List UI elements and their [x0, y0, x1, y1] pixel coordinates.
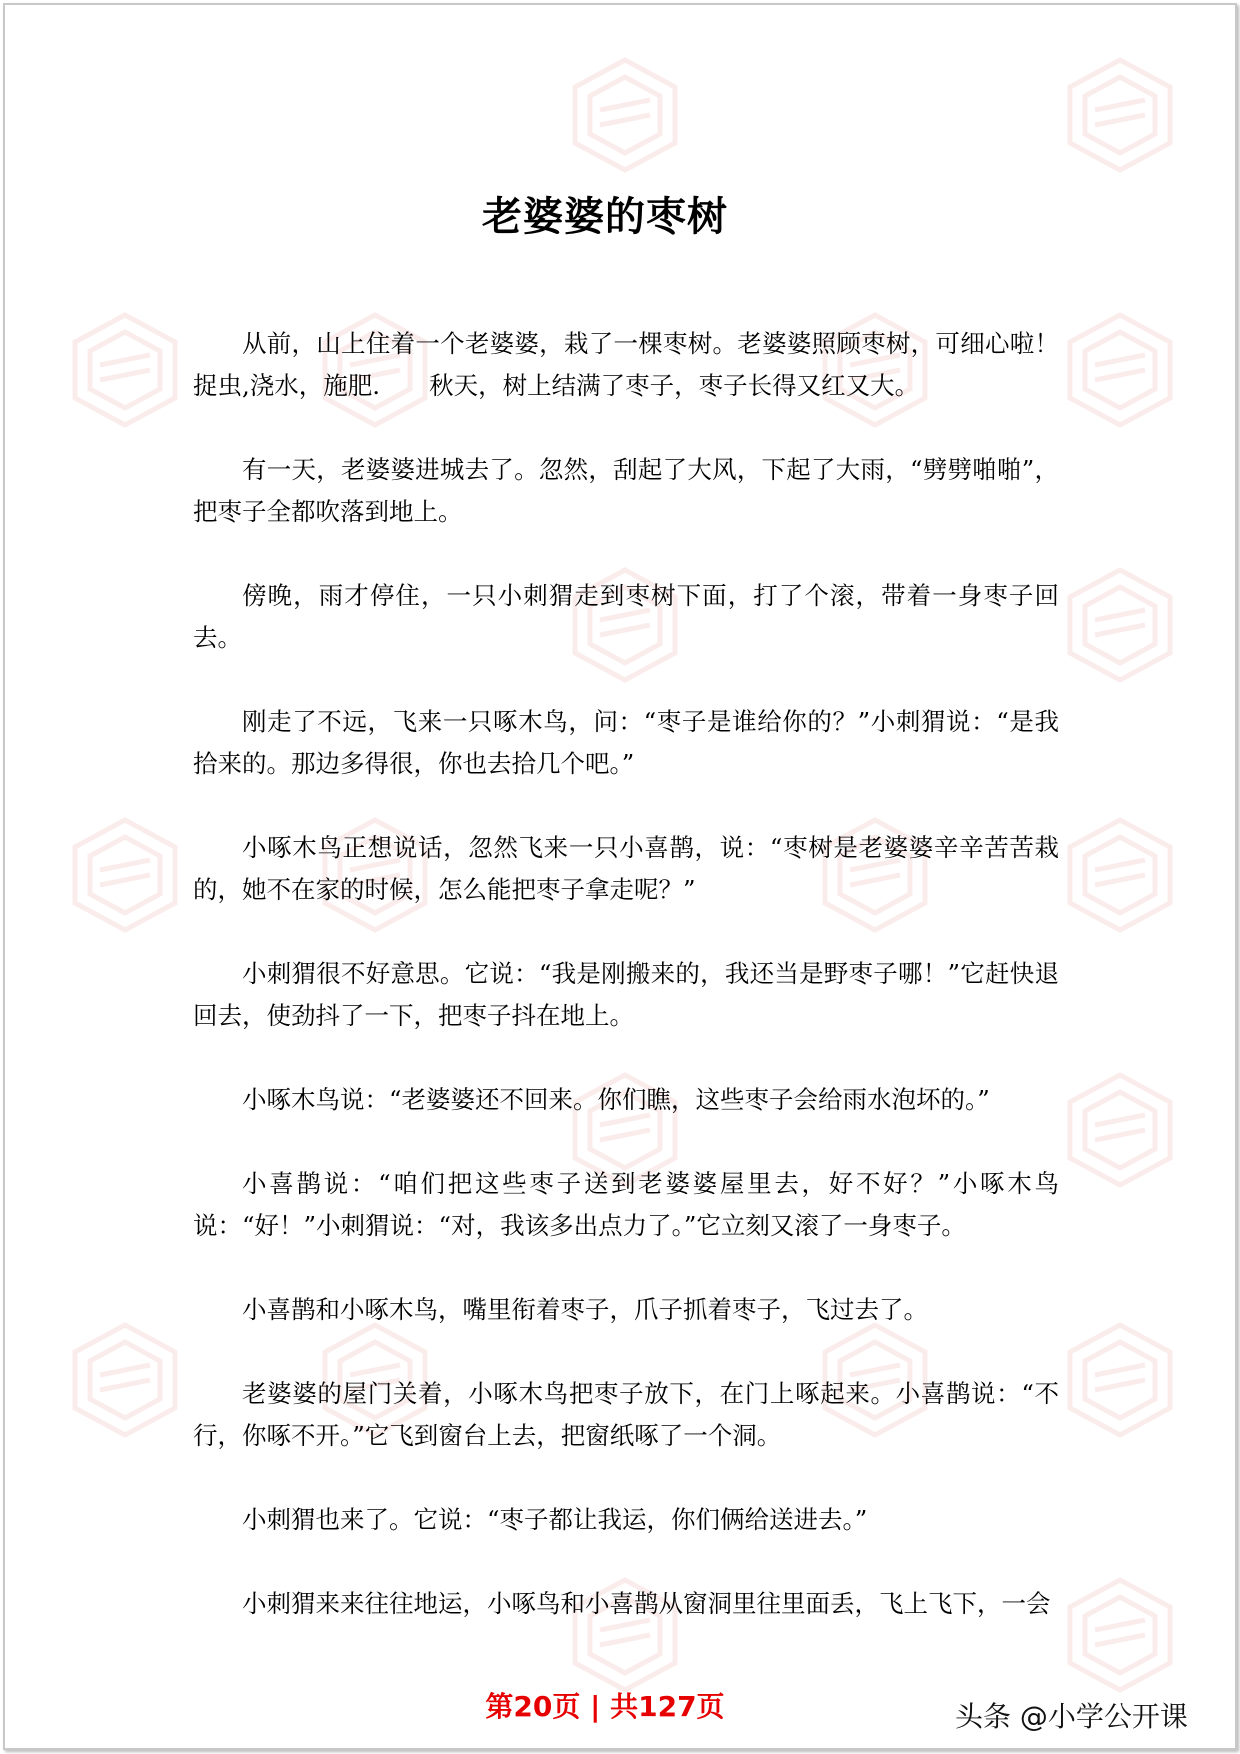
hexagon-watermark-icon — [1065, 565, 1175, 685]
hexagon-watermark-icon — [1065, 815, 1175, 935]
document-page — [3, 3, 1237, 1750]
hexagon-watermark-icon — [1065, 1575, 1175, 1695]
paragraph: 小刺猬来来往往地运，小啄鸟和小喜鹊从窗洞里往里面丢，飞上飞下，一会 — [242, 1589, 1051, 1618]
paragraph: 傍晚，雨才停住，一只小刺猬走到枣树下面，打了个滚，带着一身枣子回去。 — [193, 581, 1059, 652]
brand-watermark: 头条 @小学公开课 — [955, 1700, 1188, 1733]
paragraph: 小喜鹊说：“咱们把这些枣子送到老婆婆屋里去，好不好？”小啄木鸟说：“好！”小刺猬说：“对，我该多出点力了。”它立刻又滚了一身枣子。 — [193, 1169, 1059, 1240]
hexagon-watermark-icon — [1065, 310, 1175, 430]
hexagon-watermark-icon — [70, 310, 180, 430]
hexagon-watermark-icon — [570, 55, 680, 175]
paragraph: 有一天，老婆婆进城去了。忽然，刮起了大风，下起了大雨，“劈劈啪啪”，把枣子全都吹落到地上。 — [193, 455, 1059, 526]
hexagon-watermark-icon — [70, 815, 180, 935]
paragraph: 小刺猬很不好意思。它说：“我是刚搬来的，我还当是野枣子哪！”它赶快退回去，使劲抖了一下，把枣子抖在地上。 — [193, 959, 1059, 1030]
paragraph: 从前，山上住着一个老婆婆，栽了一棵枣树。老婆婆照顾枣树，可细心啦！捉虫,浇水，施肥. 秋天，树上结满了枣子，枣子长得又红又大。 — [193, 329, 1059, 400]
document-title: 老婆婆的枣树 — [482, 193, 728, 240]
hexagon-watermark-icon — [70, 1320, 180, 1440]
page-indicator: 第20页 | 共127页 — [485, 1690, 725, 1723]
paragraph: 小啄木鸟正想说话，忽然飞来一只小喜鹊，说：“枣树是老婆婆辛辛苦苦栽的，她不在家的时候，怎么能把枣子拿走呢？” — [193, 833, 1059, 904]
paragraph: 刚走了不远，飞来一只啄木鸟，问：“枣子是谁给你的？”小刺猬说：“是我拾来的。那边多得很，你也去拾几个吧。” — [193, 707, 1059, 778]
paragraph: 老婆婆的屋门关着，小啄木鸟把枣子放下，在门上啄起来。小喜鹊说：“不行，你啄不开。”它飞到窗台上去，把窗纸啄了一个洞。 — [193, 1379, 1059, 1450]
paragraph: 小刺猬也来了。它说：“枣子都让我运，你们俩给送进去。” — [242, 1505, 868, 1534]
paragraph: 小喜鹊和小啄木鸟，嘴里衔着枣子，爪子抓着枣子，飞过去了。 — [242, 1295, 928, 1324]
hexagon-watermark-icon — [1065, 1070, 1175, 1190]
paragraph: 小啄木鸟说：“老婆婆还不回来。你们瞧，这些枣子会给雨水泡坏的。” — [242, 1085, 990, 1114]
document-body — [193, 323, 1059, 1667]
hexagon-watermark-icon — [1065, 1320, 1175, 1440]
hexagon-watermark-icon — [1065, 55, 1175, 175]
